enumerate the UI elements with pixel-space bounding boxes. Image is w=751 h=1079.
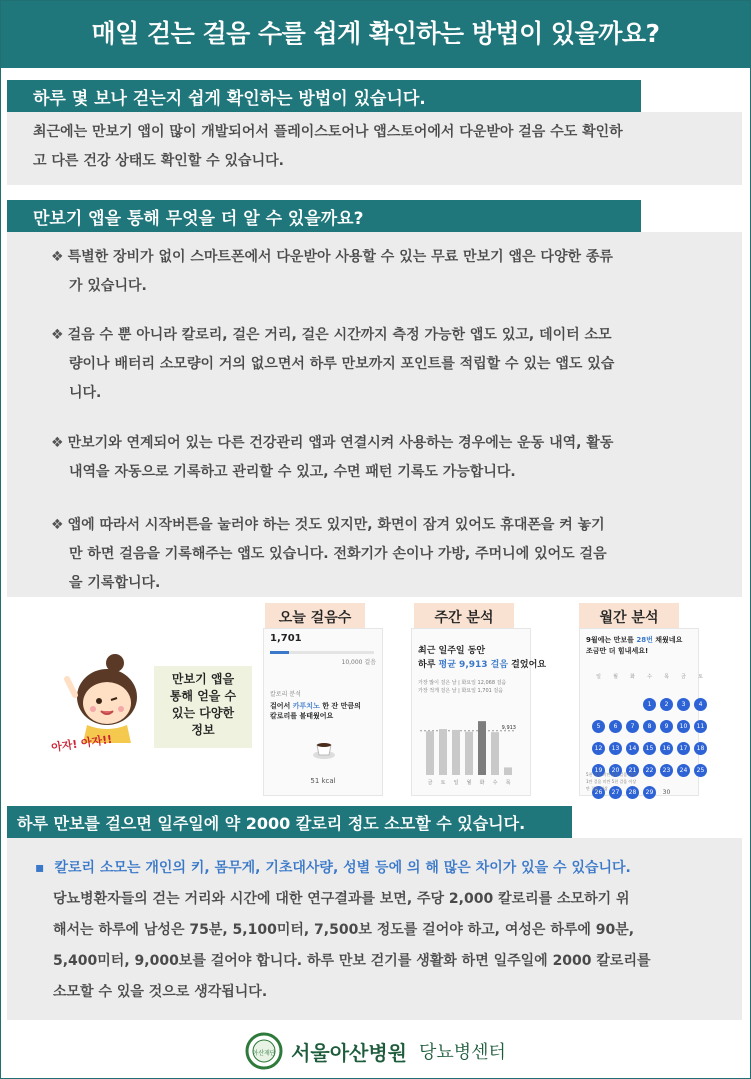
list-item-line: 가 있습니다. <box>69 278 147 294</box>
weekly-bar <box>465 732 473 775</box>
weekday-label: 토 <box>698 674 703 680</box>
paragraph-line: 해서는 하루에 남성은 75분, 5,100미터, 7,500보 정도를 걸어야 하고, 여성은 하루에 90분, <box>53 922 635 938</box>
weekday-label: 일 <box>453 780 459 786</box>
sticky-line: 만보기 앱을 <box>171 672 235 686</box>
mascot-illustration <box>50 651 147 761</box>
calendar-day: 30 <box>662 789 671 796</box>
calendar-blank <box>592 691 605 704</box>
weekly-sub2: 가장 적게 걸은 날 | 화요일 1,701 걸음 <box>418 688 504 694</box>
calendar-blank <box>626 691 639 704</box>
list-item-line: 앱에 따라서 시작버튼을 눌러야 하는 것도 있지만, 화면이 잠겨 있어도 휴대폰을 켜 놓기 <box>67 517 605 533</box>
list-item <box>51 511 696 598</box>
list-item <box>51 429 696 487</box>
monthly-text: 채웠네요 <box>652 636 683 644</box>
monthly-analysis-screen <box>579 628 705 796</box>
weekly-highlight: 평균 9,913 걸음 <box>438 660 509 670</box>
calendar-day: 28 <box>626 786 639 799</box>
weekday-label: 금 <box>427 780 433 786</box>
calendar-day: 29 <box>643 786 656 799</box>
calendar-day: 18 <box>694 742 707 755</box>
section-heading-3: 하루 만보를 걸으면 일주일에 약 2000 칼로리 정도 소모할 수 있습니다. <box>7 806 572 838</box>
today-steps-screen <box>263 628 383 796</box>
weekly-sub1: 가장 많이 걸은 날 | 화요일 12,068 걸음 <box>418 680 507 686</box>
list-item-line: 량이나 배터리 소모량이 거의 없으면서 하루 만보까지 포인트를 적립할 수 있는 앱도 있습 <box>69 356 615 372</box>
weekly-analysis-screen <box>411 628 546 796</box>
calendar-day: 24 <box>677 764 690 777</box>
weekly-bar <box>478 721 486 775</box>
list-item <box>51 243 696 301</box>
hospital-emblem-icon <box>245 1032 283 1070</box>
legend-item: 5천 걸음 미만 1천 걸음 미만 <box>586 772 637 777</box>
weekday-label: 화 <box>630 674 635 680</box>
diamond-bullet-icon: ❖ <box>51 517 64 533</box>
calendar-day: 26 <box>592 786 605 799</box>
weekday-row <box>590 673 712 680</box>
list-item-line: 만 하면 걸음을 기록해주는 앱도 있습니다. 전화기가 손이나 가방, 주머니에 있어도 걸음 <box>69 546 607 562</box>
msg-text: 한 잔 만큼의 <box>319 702 361 710</box>
calendar-day: 3 <box>677 698 690 711</box>
calorie-message <box>270 701 361 711</box>
diamond-bullet-icon: ❖ <box>51 435 64 451</box>
section-body-1 <box>7 112 742 185</box>
paragraph-line: 고 다른 건강 상태도 확인할 수 있습니다. <box>33 153 284 169</box>
calendar-day: 11 <box>694 720 707 733</box>
calendar-day: 10 <box>677 720 690 733</box>
list-item-line: 니다. <box>69 385 102 401</box>
sticky-line: 정보 <box>191 723 215 737</box>
calendar-day: 22 <box>643 764 656 777</box>
weekday-label: 금 <box>681 674 686 680</box>
weekly-line1: 최근 일주일 동안 <box>418 646 486 656</box>
section-heading-1: 하루 몇 보나 걷는지 쉽게 확인하는 방법이 있습니다. <box>7 80 641 112</box>
calendar-day: 17 <box>677 742 690 755</box>
weekly-line2 <box>418 657 546 670</box>
calendar-day: 12 <box>592 742 605 755</box>
weekly-bar-chart <box>412 705 530 795</box>
list-item-line: 걸음 수 뿐 아니라 칼로리, 걸은 거리, 걸은 시간까지 측정 가능한 앱도 있고, 데이터 소모 <box>67 327 612 343</box>
legend-item: 1만 걸음 미만 5천 걸음 이상 <box>586 779 637 784</box>
tag-today-steps: 오늘 걸음수 <box>265 603 365 631</box>
paragraph-line: 소모할 수 있을 것으로 생각됩니다. <box>53 984 268 1000</box>
kcal-value: 51 kcal <box>310 777 336 785</box>
calendar-day: 27 <box>609 786 622 799</box>
calendar-day: 19 <box>592 764 605 777</box>
weekday-label: 월 <box>466 780 472 786</box>
weekday-label: 토 <box>440 780 446 786</box>
calendar-day: 16 <box>660 742 673 755</box>
paragraph-line: 최근에는 만보기 앱이 많이 개발되어서 플레이스토어나 앱스토어에서 다운받아 걸음 수도 확인하 <box>33 124 623 140</box>
calendar-day: 23 <box>660 764 673 777</box>
weekday-label: 화 <box>479 780 485 786</box>
paragraph-line: 5,400미터, 9,000보를 걸어야 합니다. 하루 만보 걷기를 생활화 하면 일주일에 2000 칼로리를 <box>53 953 651 969</box>
sticky-line: 있는 다양한 <box>171 706 235 720</box>
weekly-text: 하루 <box>418 660 439 670</box>
weekday-label: 월 <box>613 674 618 680</box>
weekly-bar <box>439 729 447 775</box>
diamond-bullet-icon: ❖ <box>51 327 64 343</box>
weekly-bar <box>491 732 499 775</box>
highlight-text: 칼로리 소모는 개인의 키, 몸무게, 기초대사량, 성별 등에 의 해 많은 차이가 있을 수 있습니다. <box>54 860 631 876</box>
calendar-day: 5 <box>592 720 605 733</box>
list-item-line: 내역을 자동으로 기록하고 관리할 수 있고, 수면 패턴 기록도 가능합니다. <box>69 464 516 480</box>
footer-logo <box>1 1027 750 1075</box>
calendar-day: 6 <box>609 720 622 733</box>
coffee-cup-icon <box>312 741 336 765</box>
calorie-message-line2: 칼로리를 불태웠어요 <box>270 712 334 720</box>
page-title: 매일 걷는 걸음 수를 쉽게 확인하는 방법이 있을까요? <box>1 1 750 63</box>
sticky-note <box>154 666 252 748</box>
calendar-day: 8 <box>643 720 656 733</box>
list-item-line: 을 기록합니다. <box>69 575 161 591</box>
calendar-day: 20 <box>609 764 622 777</box>
calendar-day: 7 <box>626 720 639 733</box>
sticky-line: 통해 얻을 수 <box>169 689 237 703</box>
section3-bullet <box>35 853 735 1008</box>
monthly-legend <box>586 771 636 792</box>
monthly-line1 <box>586 635 682 645</box>
department-name: 당뇨병센터 <box>418 1042 506 1063</box>
weekday-label: 수 <box>492 780 498 786</box>
monthly-highlight: 28번 <box>636 636 653 644</box>
hospital-name: 서울아산병원 <box>291 1040 407 1065</box>
weekly-bar <box>504 767 512 775</box>
analysis-label: 칼로리 분석 <box>270 691 301 698</box>
weekday-label: 일 <box>596 674 601 680</box>
weekday-label: 목 <box>664 674 669 680</box>
steps-progress-track <box>270 651 374 654</box>
average-label: 9,913 <box>501 724 516 731</box>
tag-weekly: 주간 분석 <box>414 603 514 631</box>
tag-monthly: 월간 분석 <box>579 603 679 631</box>
weekly-bar <box>452 730 460 775</box>
list-item-line: 만보기와 연계되어 있는 다른 건강관리 앱과 연결시켜 사용하는 경우에는 운동 내역, 활동 <box>67 435 614 451</box>
weekly-text: 걸었어요 <box>508 660 546 670</box>
calendar-day: 1 <box>643 698 656 711</box>
divider <box>1 63 750 68</box>
calendar-day: 4 <box>694 698 707 711</box>
calendar-day: 14 <box>626 742 639 755</box>
msg-highlight: 카푸치노 <box>292 702 320 710</box>
list-item <box>51 321 696 408</box>
list-item-line: 특별한 장비가 없이 스마트폰에서 다운받아 사용할 수 있는 무료 만보기 앱은 다양한 종류 <box>67 249 613 265</box>
legend-item: 만 걸음 이상 <box>586 786 608 791</box>
weekly-bar <box>426 731 434 775</box>
paragraph-line: 당뇨병환자들의 걷는 거리와 시간에 대한 연구결과를 보면, 주당 2,000 칼로리를 소모하기 위 <box>53 891 630 907</box>
diamond-bullet-icon: ❖ <box>51 249 64 265</box>
monthly-text: 9월에는 만보를 <box>586 636 637 644</box>
emblem-text: 아산재단 <box>252 1050 276 1057</box>
weekday-label: 수 <box>647 674 652 680</box>
msg-text: 걸어서 <box>270 702 293 710</box>
steps-count: 1,701 <box>270 633 302 644</box>
section-heading-2: 만보기 앱을 통해 무엇을 더 알 수 있을까요? <box>7 200 641 232</box>
square-bullet-icon: ▪ <box>35 860 45 876</box>
calendar-day: 15 <box>643 742 656 755</box>
calendar-day: 13 <box>609 742 622 755</box>
steps-goal: 10,000 걸음 <box>341 659 376 666</box>
calendar-blank <box>609 691 622 704</box>
calendar-day: 21 <box>626 764 639 777</box>
calendar-day: 9 <box>660 720 673 733</box>
weekday-label: 목 <box>505 780 511 786</box>
monthly-line2: 조금만 더 힘내세요! <box>586 647 649 655</box>
calendar-day: 25 <box>694 764 707 777</box>
steps-progress-fill <box>270 651 289 654</box>
calendar-day: 2 <box>660 698 673 711</box>
mascot-caption: 아자! 아자!! <box>50 732 114 755</box>
